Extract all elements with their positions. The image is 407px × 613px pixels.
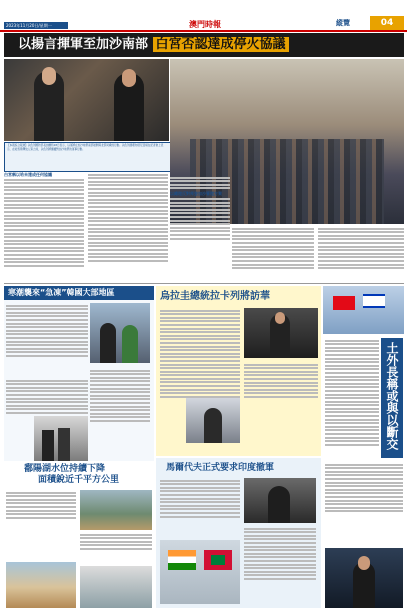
uruguay-photo-2	[186, 398, 240, 443]
korea-text-col1	[6, 303, 88, 373]
turkey-flag-icon	[333, 296, 355, 310]
poyang-headline	[24, 464, 152, 486]
korea-article	[4, 286, 154, 461]
main-headline-part2: 白宮否認達成停火協議	[153, 37, 289, 52]
person-head	[42, 67, 56, 85]
person-head	[275, 312, 285, 324]
turkey-text-col2	[325, 462, 403, 542]
lead-box	[4, 142, 171, 172]
person-silhouette	[268, 486, 290, 523]
header-divider	[0, 30, 407, 32]
date-label: 2023年11月20日/星期一	[4, 22, 68, 29]
page-number: 04	[370, 16, 404, 30]
india-flag-icon	[168, 550, 196, 570]
maldives-flag-icon	[204, 550, 232, 570]
flag-center	[211, 555, 225, 565]
korea-headline: 寒潮襲來“急凍”韓國大部地區	[4, 286, 154, 300]
person-silhouette	[204, 408, 222, 443]
body-column-5	[318, 226, 404, 280]
poyang-text-col2	[80, 532, 152, 562]
person-silhouette	[122, 325, 138, 363]
korea-text-col3	[90, 368, 150, 458]
maldives-photo-1	[244, 478, 316, 523]
maldives-text-col1	[160, 478, 240, 538]
poyang-article	[4, 462, 154, 610]
poyang-headline-line1: 鄱陽湖水位持續下降	[24, 464, 106, 474]
poyang-photo-1	[80, 490, 152, 530]
masthead-logo: 澳門時報	[189, 19, 221, 29]
poyang-headline-line2: 面積銳近千平方公里	[38, 475, 120, 485]
israel-flag-icon	[363, 294, 385, 308]
person-silhouette	[58, 428, 70, 461]
poyang-photo-3	[80, 566, 152, 608]
main-headline	[4, 33, 404, 57]
lead-text: 【本報綜合報道】以色列國防部長加蘭特18日表示，以軍將在加沙地帶南部展開與北部同樣的行動。以色列總理內塔尼亞胡在記者會上表示，在哈馬斯釋放人質之前，以色列將繼續對加沙地帶的軍事行動。	[7, 144, 164, 151]
uruguay-photo-1	[244, 308, 318, 358]
person-silhouette	[100, 323, 116, 363]
person-head	[358, 556, 370, 570]
turkey-headline: 土外長稱或與以斷交	[385, 342, 399, 450]
turkey-headline-box	[381, 338, 403, 458]
person-silhouette	[42, 430, 54, 461]
section-name: 縱覽	[336, 19, 350, 27]
maldives-text-col2	[244, 526, 316, 604]
body-column-3	[170, 175, 230, 280]
leaders-photo	[4, 59, 169, 141]
poyang-photo-2	[6, 562, 76, 608]
maldives-headline: 馬爾代夫正式要求印度撤軍	[166, 463, 275, 473]
uruguay-text-col2	[244, 362, 318, 417]
section-divider	[4, 283, 404, 284]
turkey-flags-photo	[323, 286, 404, 334]
korea-photo-1	[90, 303, 150, 363]
body-column-4	[232, 226, 314, 280]
body-column-2	[88, 172, 168, 280]
maldives-article	[156, 458, 321, 608]
flags-photo	[160, 540, 240, 604]
person-head	[122, 69, 136, 87]
uruguay-headline: 烏拉圭總統拉卡列將訪華	[160, 291, 270, 302]
turkey-sidebar	[323, 286, 404, 610]
subhead-2: 以總理反對拜登加沙管理方案	[170, 191, 222, 197]
uruguay-article	[156, 286, 321, 456]
poyang-text-col1	[6, 490, 76, 540]
main-headline-part1: 以揚言揮軍至加沙南部	[18, 37, 149, 52]
subhead-1: 白宮稱以哈未達成任何協議	[4, 172, 52, 177]
body-column-1	[4, 172, 84, 280]
korea-photo-2	[34, 416, 88, 461]
turkey-minister-photo	[325, 548, 403, 608]
